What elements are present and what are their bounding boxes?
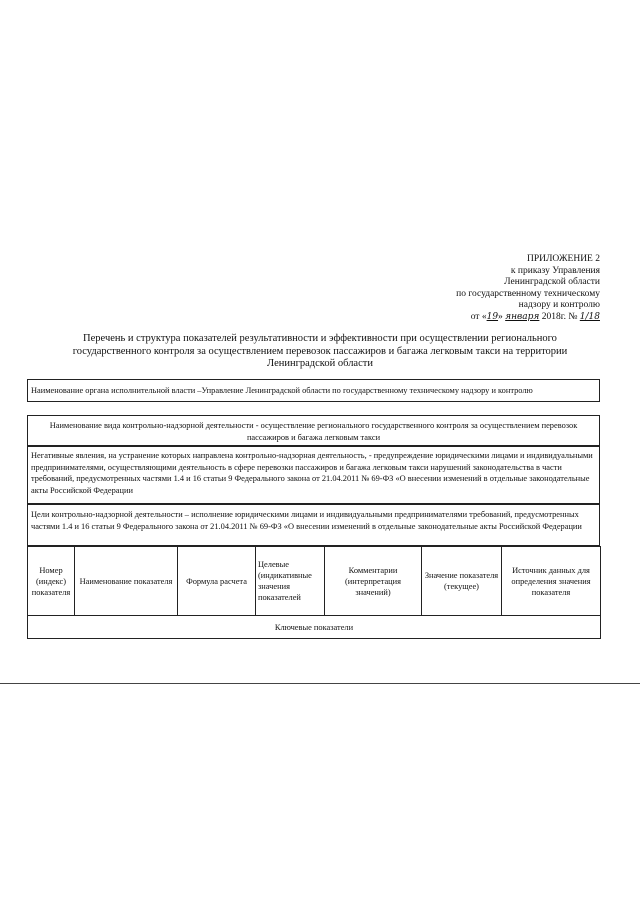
- table-header-row: [28, 547, 601, 616]
- col-header-comments: Комментарии (интерпретация значений): [325, 547, 422, 616]
- col-header-source: Источник данных для определения значения показателя: [502, 547, 601, 616]
- date-day: 19: [486, 311, 499, 322]
- col-header-target: Целевые (индикативные значения показателей: [256, 547, 325, 616]
- goals-block: Цели контрольно-надзорной деятельности – исполнение юридическими лицами и индивидуальными предпринимателями требований, предусмотренных частями 1.4 и 16 статьи 9 Федерального закона от 21.04.2011 № 69-ФЗ «О внесении изменений в отдельные законодательные акты Российской Федерации: [27, 504, 600, 546]
- table-section-row: [28, 616, 601, 639]
- col-header-current-value: Значение показателя (текущее): [422, 547, 502, 616]
- appendix-title: ПРИЛОЖЕНИЕ 2: [526, 254, 600, 264]
- appendix-date: от «19» января 2018г. № 1/18: [470, 311, 600, 322]
- appendix-line: Ленинградской области: [504, 277, 600, 288]
- col-header-name: Наименование показателя: [75, 547, 178, 616]
- indicators-table: [27, 546, 601, 639]
- col-header-index: Номер (индекс) показателя: [28, 547, 75, 616]
- negative-phenomena-block: Негативные явления, на устранение которых направлена контрольно-надзорная деятельность, - предупреждение юридическими лицами и индивидуальными предпринимателями, осуществляющими деятельность в сфере перевозки пассажиров и багажа легковым такси нарушений законодательства в части требований, предусмотренных частями 1.4 и 16 статьи 9 Федерального закона от 21.04.2011 № 69-ФЗ «О внесении изменений в отдельные законодательные акты Российской Федерации: [27, 446, 600, 504]
- col-header-formula: Формула расчета: [178, 547, 256, 616]
- authority-name-block: Наименование органа исполнительной власти –Управление Ленинградской области по государственному техническому надзору и контролю: [27, 379, 600, 402]
- document-title: Перечень и структура показателей результативности и эффективности при осуществлении регионального государственного контроля за осуществлением перевозок пассажиров и багажа легковым такси на территории Ленинградской области: [72, 333, 568, 369]
- order-number: 1/18: [579, 311, 600, 322]
- appendix-line: по государственному техническому: [456, 288, 600, 299]
- section-key-indicators: Ключевые показатели: [28, 616, 601, 639]
- appendix-line: надзору и контролю: [518, 300, 600, 311]
- date-month: января: [505, 311, 540, 322]
- activity-type-block: Наименование вида контрольно-надзорной деятельности - осуществление регионального государственного контроля за осуществлением перевозок пассажиров и багажа легковым такси: [27, 415, 600, 446]
- appendix-header: [380, 254, 600, 324]
- appendix-line: к приказу Управления: [510, 265, 600, 276]
